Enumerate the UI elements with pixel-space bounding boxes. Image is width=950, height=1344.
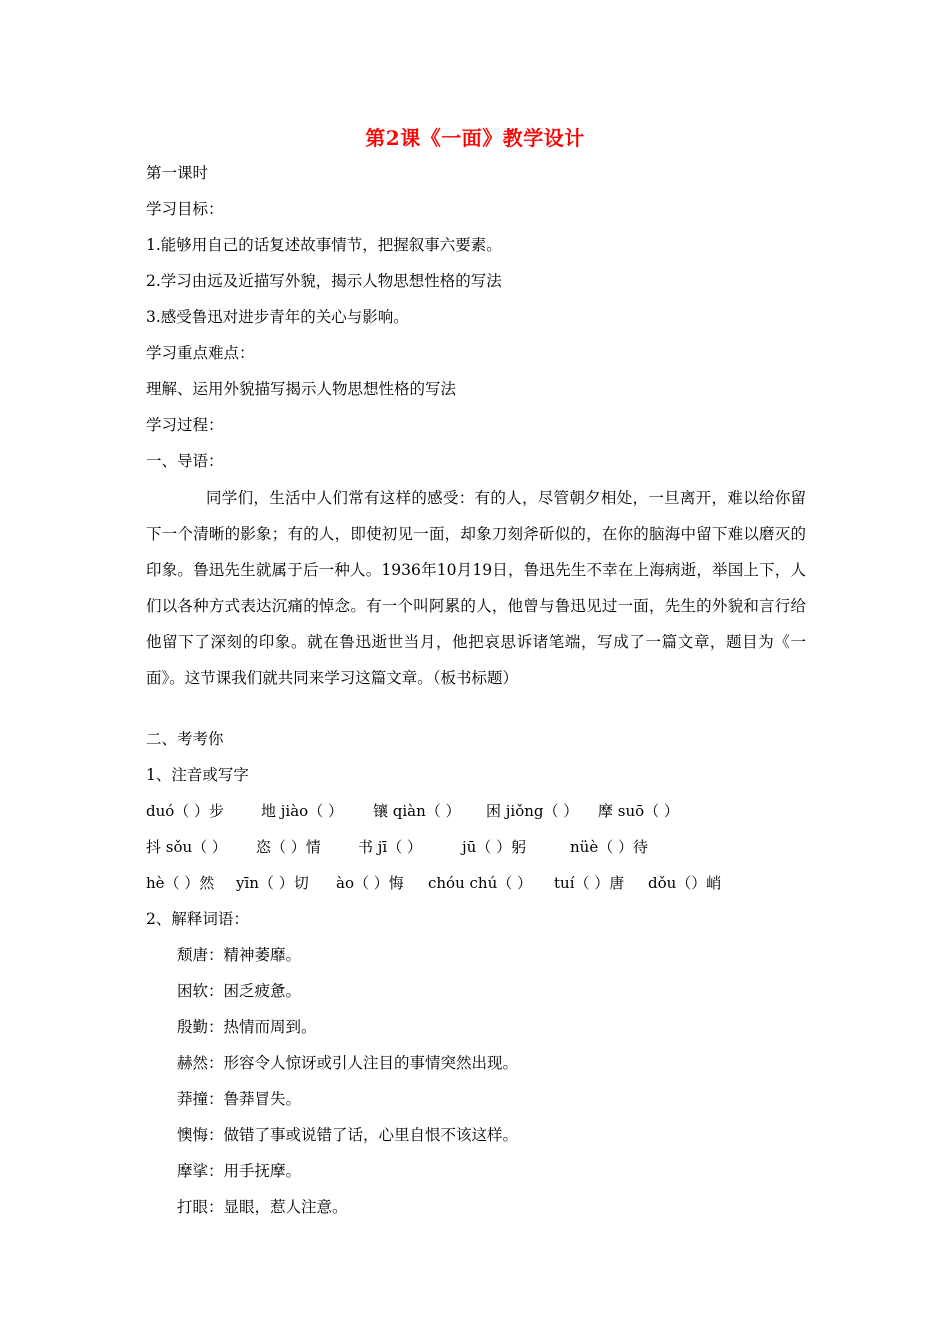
pinyin-item: 摩 suō（ ） [598,802,679,820]
intro-paragraph: 同学们，生活中人们常有这样的感受：有的人，尽管朝夕相处，一旦离开，难以给你留下一个清晰的影象；有的人，即使初见一面，却象刀刻斧斫似的，在你的脑海中留下难以磨灭的印象。鲁迅先生就属于后一种人。1936年10月19日，鲁迅先生不幸在上海病逝，举国上下，人们以各种方式表达沉痛的悼念。有一个叫阿累的人，他曾与鲁迅见过一面，先生的外貌和言行给他留下了深刻的印象。就在鲁迅逝世当月，他把哀思诉诸笔端，写成了一篇文章，题目为《一面》。这节课我们就共同来学习这篇文章。（板书标题） [146,489,806,687]
definition-item: 摩挲：用手抚摩。 [177,1162,302,1180]
pinyin-item: jū（ ）躬 [462,838,527,856]
goal-item: 2.学习由远及近描写外貌，揭示人物思想性格的写法 [146,272,502,290]
definition-item: 赫然：形容令人惊讶或引人注目的事情突然出现。 [177,1054,519,1072]
section2-heading: 二、考考你 [146,730,224,748]
goal-item: 3.感受鲁迅对进步青年的关心与影响。 [146,308,409,326]
document-title: 第2课《一面》教学设计 [365,126,585,150]
definition-item: 打眼：显眼，惹人注意。 [177,1198,348,1216]
pinyin-item: 地 jiào（ ） [261,802,343,820]
pinyin-item: 困 jiǒng（ ） [486,802,579,820]
pinyin-item: chóu chú（ ） [428,874,533,892]
pinyin-item: hè（ ）然 [146,874,215,892]
process-heading: 学习过程： [146,416,224,434]
goals-heading: 学习目标： [146,200,224,218]
definition-item: 懊悔：做错了事或说错了话，心里自恨不该这样。 [177,1126,519,1144]
pinyin-item: 书 jī（ ） [358,838,422,856]
pinyin-item: 抖 sǒu（ ） [146,838,227,856]
definition-item: 困软：困乏疲惫。 [177,982,302,1000]
section1-heading: 一、导语： [146,452,224,470]
pinyin-item: ào（ ）悔 [336,874,404,892]
definition-item: 颓唐：精神萎靡。 [177,946,302,964]
goal-item: 1.能够用自己的话复述故事情节，把握叙事六要素。 [146,236,502,254]
pinyin-item: tuí（ ）唐 [554,874,625,892]
pinyin-item: yīn（ ）切 [236,874,309,892]
definition-item: 莽撞：鲁莽冒失。 [177,1090,302,1108]
definition-item: 殷勤：热情而周到。 [177,1018,317,1036]
keypoints-heading: 学习重点难点： [146,344,255,362]
pinyin-item: nüè（ ）待 [570,838,648,856]
keypoints-text: 理解、运用外貌描写揭示人物思想性格的写法 [146,380,457,398]
q1-heading: 1、注音或写字 [146,766,249,784]
lesson-label: 第一课时 [146,164,209,182]
pinyin-item: 镶 qiàn（ ） [373,802,461,820]
q2-heading: 2、解释词语： [146,910,249,928]
pinyin-item: duó（ ）步 [146,802,225,820]
pinyin-item: dǒu（）峭 [648,874,722,892]
pinyin-item: 恣（ ）情 [256,838,321,856]
